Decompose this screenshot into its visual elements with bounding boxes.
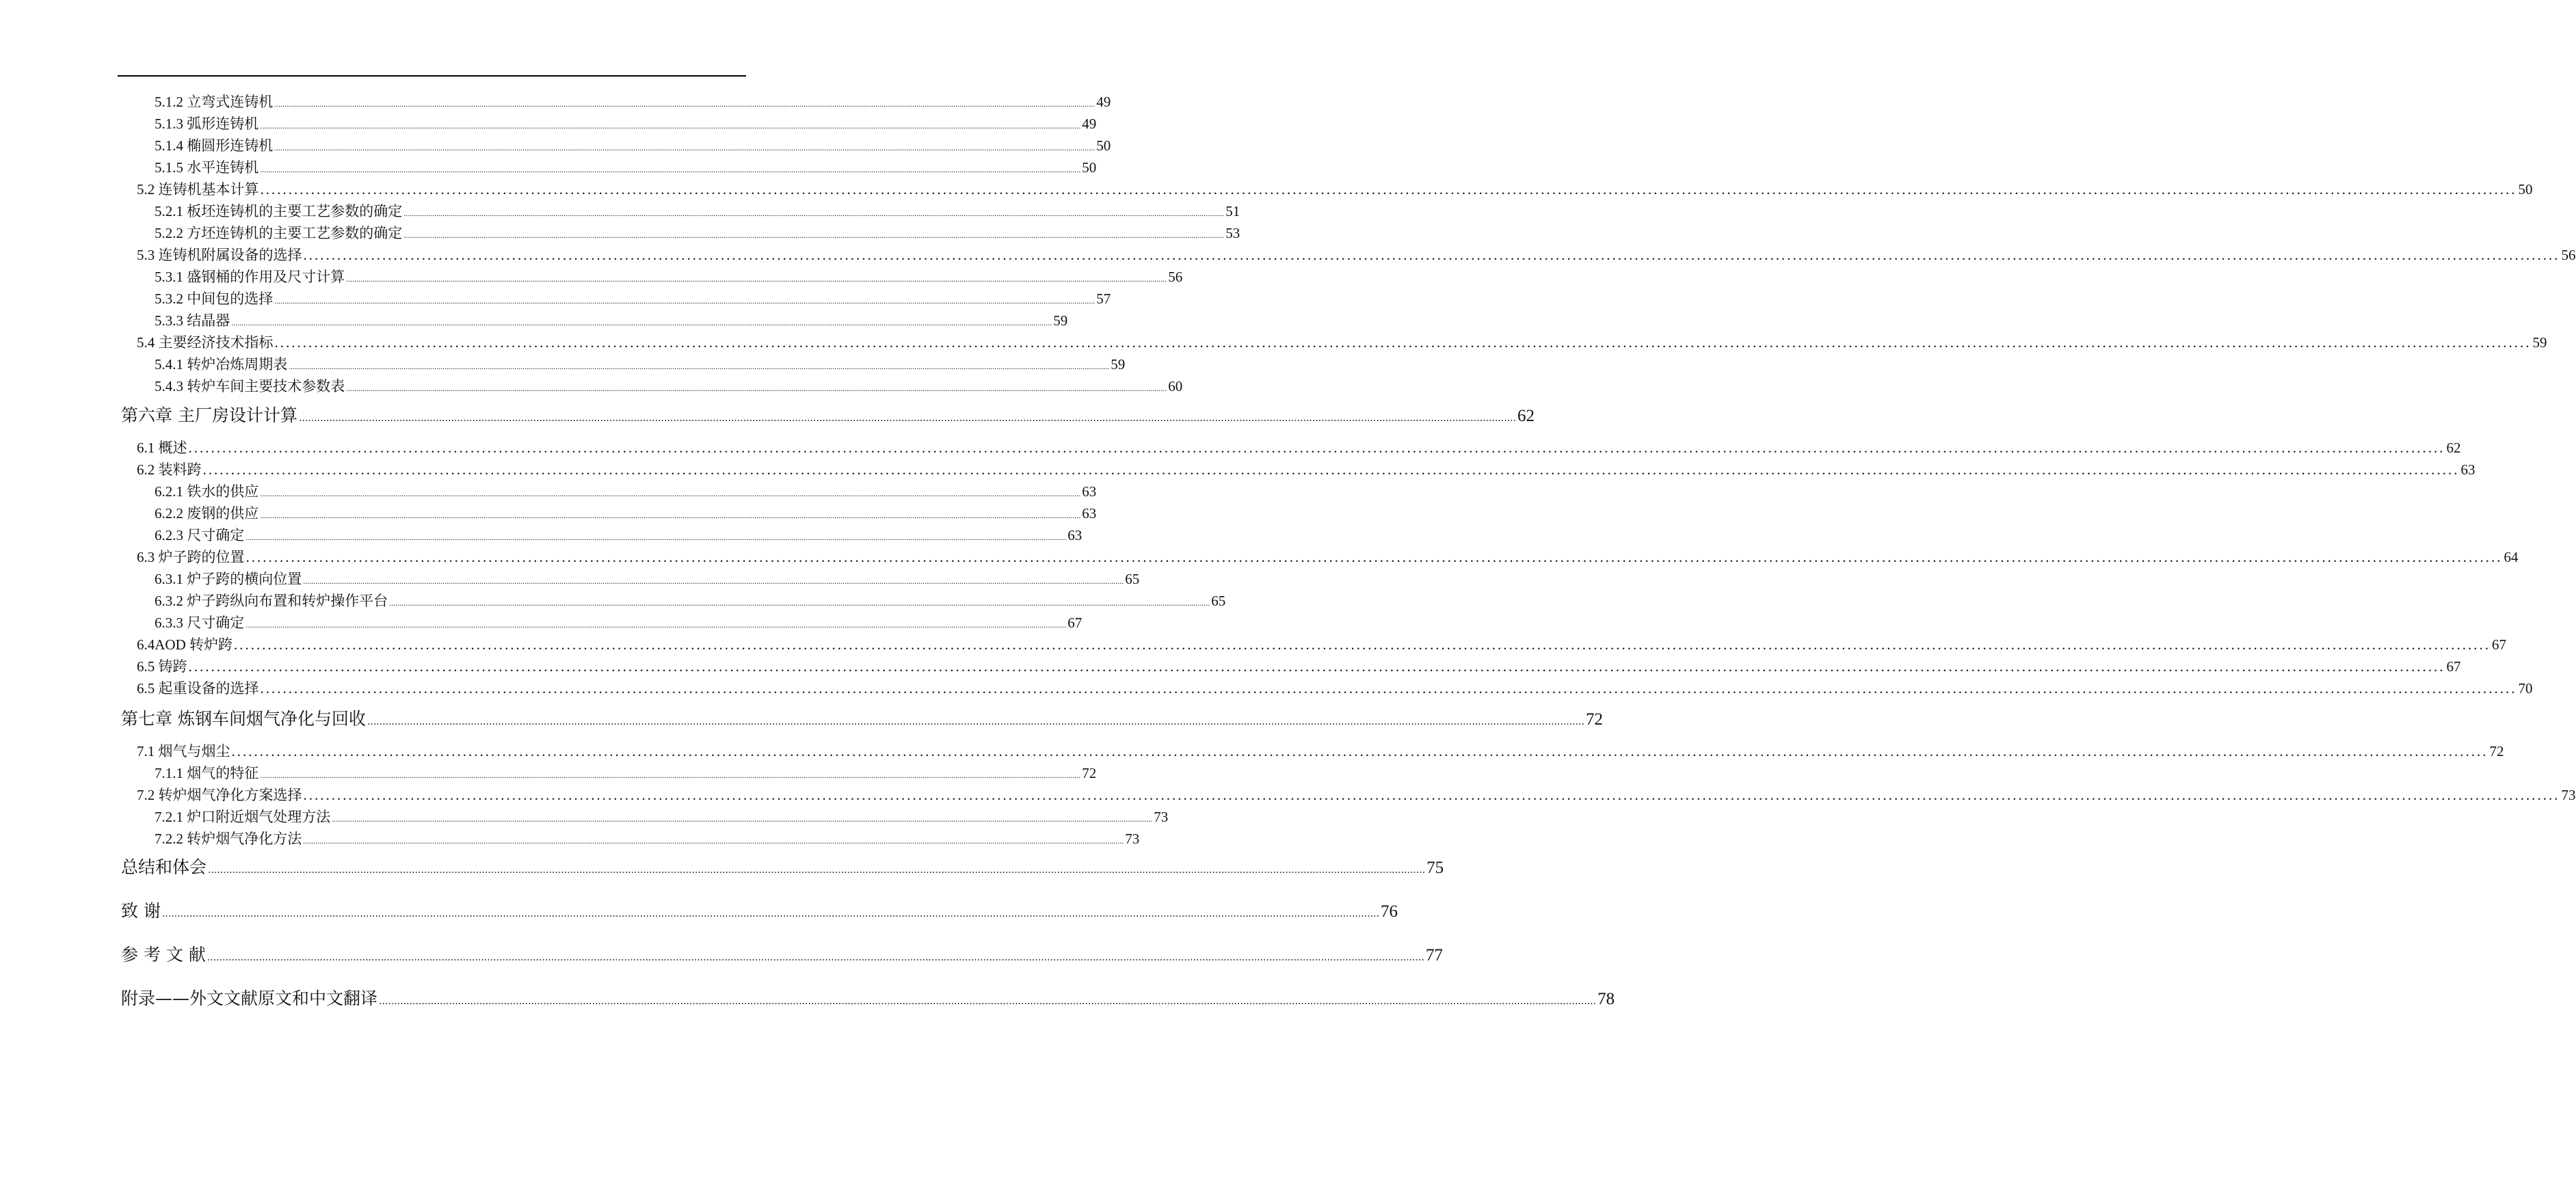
toc-entry[interactable] [155,504,1097,525]
toc-entry-label: 6.2 装料跨 [137,461,202,478]
toc-entry-page-number: 78 [1597,990,1615,1008]
toc-dot-leader: ................................................................................................................................................................................................................................................................................................................................................................................................................ [274,296,1096,306]
toc-entry[interactable] [155,591,1226,612]
toc-entry[interactable] [155,526,1083,547]
toc-dot-leader: ................................................................................................................................................................................................................................................................................................................................................................................................................ [260,511,1081,520]
toc-entry[interactable] [155,267,1183,288]
toc-entry[interactable] [155,224,1240,245]
toc-entry-label: 7.2 转炉烟气净化方案选择 [137,787,302,803]
toc-entry-page-number: 56 [2561,247,2576,263]
toc-entry[interactable] [155,807,1169,828]
toc-dot-leader: ................................................................................................................................................................................................................................................................................................................................................................................................................ [260,165,1081,174]
toc-entry-label: 6.3.1 炉子跨的横向位置 [155,571,302,587]
toc-entry-page-number: 59 [2532,334,2547,351]
toc-entry-label: 5.3.3 结晶器 [155,312,230,329]
toc-entry[interactable] [121,987,1615,1013]
toc-entry-label: 5.1.3 弧形连铸机 [155,116,259,132]
toc-entry-page-number: 70 [2518,680,2533,697]
toc-dot-leader: ................................................................................................................................................................................................................................................................................................................................................................................................................ [274,143,1096,152]
toc-entry[interactable] [155,289,1111,310]
toc-entry-page-number: 65 [1125,571,1140,587]
toc-dot-leader: ................................................................................................................................................................................................................................................................................................................................................................................................................ [303,836,1124,846]
toc-entry-page-number: 67 [2446,658,2461,675]
toc-entry[interactable] [121,404,1535,430]
toc-entry-label: 6.4AOD 转炉跨 [137,636,233,653]
toc-entry-label: 6.2.1 铁水的供应 [155,483,259,500]
toc-entry-label: 7.1 烟气与烟尘 [137,743,230,759]
toc-entry-page-number: 67 [2492,636,2506,653]
toc-entry-label: 7.2.1 炉口附近烟气处理方法 [155,809,331,825]
toc-entry-page-number: 77 [1425,946,1443,965]
toc-entry-label: 5.2.1 板坯连铸机的主要工艺参数的确定 [155,203,403,219]
toc-entry-page-number: 59 [1111,356,1126,373]
toc-entry-label: 5.1.4 椭圆形连铸机 [155,137,274,154]
toc-entry[interactable] [155,829,1140,850]
toc-entry-page-number: 59 [1053,312,1068,329]
toc-entry-page-number: 73 [1154,809,1169,825]
toc-entry-page-number: 50 [1082,159,1097,176]
toc-entry-page-number: 73 [1125,831,1140,847]
toc-entry-label: 5.2.2 方坯连铸机的主要工艺参数的确定 [155,225,403,241]
toc-dot-leader: ................................................................................................................................................................................................................................................................................................................................................................................................................ [208,865,1426,876]
toc-entry[interactable] [155,355,1126,376]
toc-entry-page-number: 50 [1096,137,1111,154]
toc-dot-leader: ................................................................................................................................................................................................................................................................................................................................................................................................................ [231,743,2488,759]
toc-dot-leader: ................................................................................................................................................................................................................................................................................................................................................................................................................ [346,383,1167,393]
toc-entry-label: 6.3.3 尺寸确定 [155,615,245,631]
toc-dot-leader: ................................................................................................................................................................................................................................................................................................................................................................................................................ [298,413,1517,424]
toc-entry-page-number: 53 [1225,225,1240,241]
toc-entry[interactable] [137,742,2504,761]
toc-entry-label: 6.2.3 尺寸确定 [155,527,245,543]
toc-entry-label: 5.1.5 水平连铸机 [155,159,259,176]
toc-entry[interactable] [155,569,1140,591]
toc-dot-leader: ................................................................................................................................................................................................................................................................................................................................................................................................................ [303,576,1124,586]
toc-entry-label: 5.3.1 盛钢桶的作用及尺寸计算 [155,269,345,285]
toc-entry-label: 总结和体会 [121,857,207,877]
toc-entry-page-number: 76 [1381,902,1398,921]
toc-entry-page-number: 64 [2504,549,2519,565]
toc-entry-page-number: 72 [1586,710,1604,729]
toc-entry-page-number: 49 [1096,94,1111,110]
toc-dot-leader: ................................................................................................................................................................................................................................................................................................................................................................................................................ [332,814,1153,824]
toc-entry[interactable] [121,943,1443,969]
toc-dot-leader: ................................................................................................................................................................................................................................................................................................................................................................................................................ [245,533,1067,542]
toc-entry[interactable] [155,136,1111,157]
toc-entry[interactable] [155,613,1083,634]
toc-entry[interactable] [155,377,1183,398]
toc-entry[interactable] [137,180,2533,199]
toc-entry[interactable] [155,482,1097,503]
toc-dot-leader: ................................................................................................................................................................................................................................................................................................................................................................................................................ [367,716,1585,727]
toc-entry-label: 5.2 连铸机基本计算 [137,181,259,198]
toc-dot-leader: ................................................................................................................................................................................................................................................................................................................................................................................................................ [260,770,1081,780]
toc-entry[interactable] [155,114,1097,135]
toc-entry[interactable] [137,245,2576,265]
toc-entry[interactable] [155,311,1068,332]
toc-entry-page-number: 50 [2518,181,2533,198]
toc-entry-page-number: 56 [1168,269,1183,285]
toc-entry-page-number: 62 [2446,440,2461,456]
toc-entry-page-number: 60 [1168,378,1183,394]
toc-entry-page-number: 72 [2489,743,2504,759]
toc-dot-leader: ................................................................................................................................................................................................................................................................................................................................................................................................................ [260,181,2517,198]
toc-entry[interactable] [155,202,1240,223]
toc-entry[interactable] [155,92,1111,113]
toc-dot-leader: ................................................................................................................................................................................................................................................................................................................................................................................................................ [245,620,1067,630]
toc-dot-leader: ................................................................................................................................................................................................................................................................................................................................................................................................................ [231,318,1052,327]
toc-entry-label: 5.4.1 转炉冶炼周期表 [155,356,288,373]
toc-dot-leader: ................................................................................................................................................................................................................................................................................................................................................................................................................ [403,208,1225,218]
toc-entry-page-number: 57 [1096,291,1111,307]
toc-entry[interactable] [137,785,2576,805]
toc-entry-label: 6.5 铸跨 [137,658,187,675]
toc-dot-leader: ................................................................................................................................................................................................................................................................................................................................................................................................................ [379,996,1597,1007]
toc-dot-leader: ................................................................................................................................................................................................................................................................................................................................................................................................................ [389,598,1210,608]
toc-dot-leader: ................................................................................................................................................................................................................................................................................................................................................................................................................ [274,99,1096,109]
toc-entry-label: 6.1 概述 [137,440,187,456]
toc-entry[interactable] [137,657,2461,676]
toc-entry[interactable] [121,856,1444,882]
toc-dot-leader: ................................................................................................................................................................................................................................................................................................................................................................................................................ [303,787,2560,803]
toc-dot-leader: ................................................................................................................................................................................................................................................................................................................................................................................................................ [188,440,2445,456]
toc-dot-leader: ................................................................................................................................................................................................................................................................................................................................................................................................................ [274,334,2532,351]
toc-entry-page-number: 62 [1517,407,1535,425]
toc-entry-page-number: 75 [1426,859,1444,877]
toc-entry-page-number: 51 [1225,203,1240,219]
toc-entry-page-number: 73 [2561,787,2576,803]
toc-entry[interactable] [137,679,2533,698]
toc-dot-leader: ................................................................................................................................................................................................................................................................................................................................................................................................................ [260,680,2517,697]
toc-dot-leader: ................................................................................................................................................................................................................................................................................................................................................................................................................ [260,489,1081,498]
toc-entry-label: 致 谢 [121,901,161,921]
toc-entry-label: 参 考 文 献 [121,945,206,965]
toc-entry-page-number: 63 [1082,505,1097,522]
toc-dot-leader: ................................................................................................................................................................................................................................................................................................................................................................................................................ [245,549,2503,565]
toc-entry-label: 第七章 炼钢车间烟气净化与回收 [121,709,366,729]
toc-entry[interactable] [137,548,2519,567]
toc-entry-label: 5.3.2 中间包的选择 [155,291,274,307]
toc-entry-label: 7.2.2 转炉烟气净化方法 [155,831,302,847]
toc-entry[interactable] [155,158,1097,179]
toc-entry[interactable] [137,635,2506,654]
toc-entry-label: 6.2.2 废钢的供应 [155,505,259,522]
toc-dot-leader: ................................................................................................................................................................................................................................................................................................................................................................................................................ [403,230,1225,240]
toc-entry-label: 5.4 主要经济技术指标 [137,334,274,351]
toc-entry[interactable] [121,900,1398,926]
toc-dot-leader: ................................................................................................................................................................................................................................................................................................................................................................................................................ [188,658,2445,675]
toc-dot-leader: ................................................................................................................................................................................................................................................................................................................................................................................................................ [260,121,1081,131]
toc-entry-label: 6.5 起重设备的选择 [137,680,259,697]
toc-entry[interactable] [137,333,2547,352]
toc-entry[interactable] [121,708,1604,733]
toc-entry-label: 第六章 主厂房设计计算 [121,405,297,425]
toc-dot-leader: ................................................................................................................................................................................................................................................................................................................................................................................................................ [202,461,2460,478]
toc-dot-leader: ................................................................................................................................................................................................................................................................................................................................................................................................................ [346,274,1167,284]
toc-dot-leader: ................................................................................................................................................................................................................................................................................................................................................................................................................ [207,952,1424,963]
toc-entry-page-number: 63 [2460,461,2475,478]
toc-entry-label: 5.4.3 转炉车间主要技术参数表 [155,378,345,394]
toc-entry-label: 7.1.1 烟气的特征 [155,765,259,781]
toc-entry-label: 5.1.2 立弯式连铸机 [155,94,274,110]
toc-entry-page-number: 67 [1067,615,1083,631]
toc-dot-leader: ................................................................................................................................................................................................................................................................................................................................................................................................................ [303,247,2560,263]
toc-entry[interactable] [137,460,2475,479]
toc-entry-label: 6.3.2 炉子跨纵向布置和转炉操作平台 [155,593,388,609]
toc-entry-page-number: 65 [1211,593,1226,609]
toc-entry[interactable] [137,438,2461,457]
toc-entry[interactable] [155,764,1097,785]
toc-entry-page-number: 72 [1082,765,1097,781]
toc-entry-page-number: 63 [1067,527,1083,543]
toc-entry-page-number: 63 [1082,483,1097,500]
toc-entry-label: 5.3 连铸机附属设备的选择 [137,247,302,263]
toc-dot-leader: ................................................................................................................................................................................................................................................................................................................................................................................................................ [234,636,2491,653]
toc-entry-label: 6.3 炉子跨的位置 [137,549,245,565]
toc-entry-label: 附录——外文文献原文和中文翻译 [121,988,378,1008]
toc-dot-leader: ................................................................................................................................................................................................................................................................................................................................................................................................................ [161,908,1380,919]
toc-dot-leader: ................................................................................................................................................................................................................................................................................................................................................................................................................ [289,362,1110,371]
toc-entry-page-number: 49 [1082,116,1097,132]
